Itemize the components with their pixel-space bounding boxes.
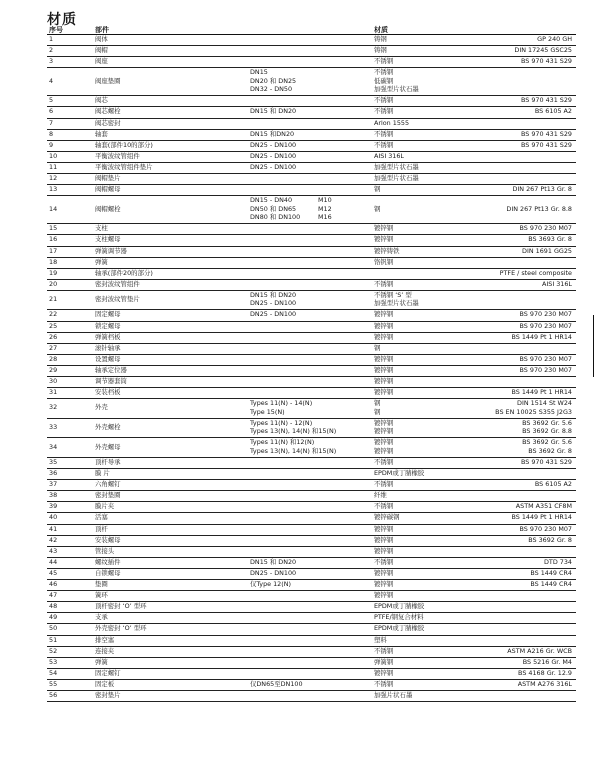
table-row [47, 680, 576, 691]
table-row [47, 399, 576, 419]
table-row [47, 691, 576, 702]
row-number: 40 [49, 513, 58, 522]
material: 镀锌钢 [374, 388, 394, 397]
material: 不锈钢 [374, 279, 394, 288]
table-row [47, 547, 576, 558]
part-name: 自锁螺母 [95, 568, 121, 577]
part-name: 密封波纹管组件 [95, 279, 140, 288]
material: 不锈钢 [374, 57, 394, 66]
row-number: 1 [49, 35, 54, 43]
material-standard: ASTM A276 316L [517, 679, 572, 688]
part-name: 设置螺母 [95, 354, 121, 363]
size-range: DN25 - DN100 [250, 151, 297, 160]
row-number: 22 [49, 310, 58, 319]
table-row [47, 322, 576, 333]
part-name: 弹簧调节器 [95, 246, 127, 255]
material: 镀锌钢 [374, 310, 394, 319]
material: 镀锌钢 [374, 354, 394, 363]
header-material: 材质 [374, 26, 388, 34]
material: 加强型片状石墨 [374, 174, 419, 183]
bolt-size: M10 [318, 196, 332, 205]
row-number: 50 [49, 624, 58, 633]
material: 不锈钢 [374, 458, 394, 466]
part-name: 密封波纹管垫片 [95, 295, 140, 304]
size-range: DN15 [250, 68, 268, 77]
material: 镀锌钢 [374, 668, 394, 677]
table-row [47, 502, 576, 513]
material: 铬钒钢 [374, 257, 394, 266]
row-number: 9 [49, 140, 54, 149]
part-name: 螺纹插件 [95, 557, 121, 566]
table-row [47, 333, 576, 344]
table-row [47, 68, 576, 96]
material-standard: BS 3693 Gr. 8 [528, 235, 572, 244]
material-standard: BS 970 431 S29 [520, 57, 572, 66]
material-standard: ASTM A216 Gr. WCB [507, 646, 572, 655]
row-number: 10 [49, 151, 58, 160]
table-row [47, 658, 576, 669]
material-standard: BS 970 230 M07 [519, 354, 572, 363]
size-range: 仅DN65至DN100 [250, 679, 303, 688]
material: 镀锌钢 [374, 321, 394, 330]
size-dn: DN80 和 DN100 [250, 213, 301, 222]
row-number: 6 [49, 107, 54, 116]
material: 不锈钢 [374, 557, 394, 566]
part-name: 平衡波纹管组件 [95, 151, 140, 160]
material: 镀锌钢 [374, 568, 394, 577]
row-number: 56 [49, 690, 58, 699]
size-range [250, 196, 332, 205]
part-name: 调节器套筒 [95, 377, 127, 386]
table-row [47, 96, 576, 107]
material: EPDM或丁腈橡胶 [374, 624, 425, 633]
margin-mark [593, 315, 594, 377]
material-standard: DIN 267 Pt13 Gr. 8.8 [506, 204, 572, 213]
material-standard: BS 970 431 S29 [520, 458, 572, 466]
material-standard: BS 3692 Gr. 8.8 [522, 427, 572, 436]
material: Arlon 1555 [374, 118, 410, 127]
row-number: 54 [49, 668, 58, 677]
row-number: 27 [49, 343, 58, 352]
material: 镀锌钢 [374, 535, 394, 544]
table-row [47, 602, 576, 613]
row-number: 26 [49, 332, 58, 341]
part-name: 顶杆 [95, 524, 108, 533]
table-row [47, 536, 576, 547]
part-name: 密封垫圈 [95, 491, 121, 500]
table-row [47, 57, 576, 68]
size-range: DN15 和 DN20 [250, 557, 297, 566]
part-name: 弹簧 [95, 257, 108, 266]
size-range [250, 205, 332, 214]
size-range: Types 11(N) - 12(N) [250, 418, 313, 427]
part-name: 阀帽垫片 [95, 174, 121, 183]
size-range: DN25 - DN100 [250, 310, 297, 319]
material: AISI 316L [374, 151, 404, 160]
table-row [47, 35, 576, 46]
size-range: DN20 和 DN25 [250, 76, 297, 85]
size-range: DN32 - DN50 [250, 85, 293, 94]
material: 镀锌碳钢 [374, 513, 400, 522]
row-number: 20 [49, 279, 58, 288]
material-standard: BS 6105 A2 [534, 480, 572, 489]
material: 塑料 [374, 635, 387, 644]
part-name: 轴套 [95, 129, 108, 138]
bolt-size: M16 [318, 213, 332, 222]
material: 镀锌钢 [374, 580, 394, 589]
row-number: 29 [49, 365, 58, 374]
material: 镀锌钢 [374, 438, 394, 447]
material: PTFE/钢复合材料 [374, 613, 424, 622]
part-name: 固定螺钉 [95, 668, 121, 677]
material-standard: ASTM A351 CF8M [515, 502, 572, 511]
page-title: 材质 [47, 12, 77, 28]
material: 钢 [374, 185, 381, 194]
row-number: 46 [49, 580, 58, 589]
material: 不锈钢 [374, 140, 394, 149]
row-number: 11 [49, 162, 58, 171]
material: 加强型片状石墨 [374, 162, 419, 171]
row-number: 42 [49, 535, 58, 544]
material: 镀锌钢 [374, 524, 394, 533]
table-row [47, 366, 576, 377]
material: 铸钢 [374, 35, 387, 43]
part-name: 弹簧 [95, 657, 108, 666]
part-name: 支柱 [95, 224, 108, 233]
material: 镀锌钢 [374, 418, 394, 427]
material-standard: BS 970 431 S29 [520, 96, 572, 105]
row-number: 17 [49, 246, 58, 255]
material-standard: BS 3692 Gr. 8 [528, 535, 572, 544]
size-dn: DN15 - DN40 [250, 196, 293, 205]
material: EPDM或丁腈橡胶 [374, 469, 425, 478]
row-number: 8 [49, 129, 54, 138]
table-row [47, 280, 576, 291]
part-name: 平衡波纹管组件垫片 [95, 162, 153, 171]
material: 镀锌钢 [374, 332, 394, 341]
material-standard: BS 970 230 M07 [519, 310, 572, 319]
row-number: 19 [49, 268, 58, 277]
part-name: 固定螺母 [95, 310, 121, 319]
material: 镀锌钢 [374, 224, 394, 233]
size-range: Types 13(N), 14(N) 和15(N) [250, 427, 337, 436]
part-name: 外壳 [95, 403, 108, 412]
row-number: 7 [49, 118, 54, 127]
material: 不锈钢 [374, 502, 394, 511]
material-standard: BS 3692 Gr. 5.6 [522, 418, 572, 427]
material-standard: DIN 267 Pt13 Gr. 8 [512, 185, 572, 194]
material-standard: DTD 734 [544, 557, 572, 566]
row-number: 44 [49, 557, 58, 566]
material: 钢 [374, 343, 381, 352]
material: 镀锌钢 [374, 546, 394, 555]
row-number: 51 [49, 635, 58, 644]
table-row [47, 513, 576, 524]
part-name: 六角螺钉 [95, 480, 121, 489]
part-name: 外壳螺母 [95, 442, 121, 451]
part-name: 阀座 [95, 57, 108, 66]
material-standard: BS 970 230 M07 [519, 524, 572, 533]
table-row [47, 469, 576, 480]
part-name: 阀体 [95, 35, 108, 43]
size-range: DN15 和DN20 [250, 129, 295, 138]
table-row [47, 647, 576, 658]
part-name: 膜 片 [95, 469, 110, 478]
material: 铸钢 [374, 46, 387, 55]
row-number: 49 [49, 613, 58, 622]
part-name: 阀芯密封 [95, 118, 121, 127]
material-standard: PTFE / steel composite [499, 268, 572, 277]
table-header [47, 25, 576, 34]
material: 不锈钢 [374, 129, 394, 138]
material-standard: BS 1449 Pt 1 HR14 [511, 388, 572, 397]
part-name: 活塞 [95, 513, 108, 522]
header-part: 部件 [95, 26, 109, 34]
size-range: DN15 和 DN20 [250, 290, 297, 299]
row-number: 15 [49, 224, 58, 233]
table-row [47, 669, 576, 680]
table-row [47, 185, 576, 196]
material: 加强片状石墨 [374, 690, 413, 699]
row-number: 35 [49, 458, 58, 466]
material-standard: BS 1449 CR4 [530, 580, 572, 589]
table-row [47, 491, 576, 502]
material: 低碳钢 [374, 76, 394, 85]
size-range: DN25 - DN100 [250, 299, 297, 308]
material: 不锈钢 [374, 646, 394, 655]
table-row [47, 235, 576, 246]
size-dn: DN50 和 DN65 [250, 204, 297, 213]
material-standard: DIN 1514 St W24 [517, 399, 572, 408]
materials-table [47, 35, 576, 702]
table-row [47, 419, 576, 439]
row-number: 3 [49, 57, 54, 66]
row-number: 45 [49, 568, 58, 577]
table-row [47, 224, 576, 235]
table-row [47, 480, 576, 491]
row-number: 34 [49, 442, 58, 451]
table-row [47, 580, 576, 591]
material: 不锈钢 [374, 68, 394, 77]
table-row [47, 458, 576, 469]
row-number: 39 [49, 502, 58, 511]
row-number: 28 [49, 354, 58, 363]
table-row [47, 310, 576, 321]
row-number: 48 [49, 602, 58, 611]
part-name: 阀芯 [95, 96, 108, 105]
part-name: 弹簧档板 [95, 332, 121, 341]
part-name: 阀芯螺栓 [95, 107, 121, 116]
bolt-size: M12 [318, 204, 332, 213]
row-number: 14 [49, 204, 58, 213]
row-number: 32 [49, 403, 58, 412]
material-standard: BS 970 230 M07 [519, 321, 572, 330]
table-row [47, 130, 576, 141]
part-name: 锁定螺母 [95, 321, 121, 330]
material: 加强型片状石墨 [374, 85, 419, 94]
row-number: 38 [49, 491, 58, 500]
material-standard: BS 1449 CR4 [530, 568, 572, 577]
table-row [47, 258, 576, 269]
material-standard: BS 970 431 S29 [520, 129, 572, 138]
table-row [47, 163, 576, 174]
material: 不锈钢 [374, 480, 394, 489]
size-range: Type 15(N) [250, 407, 285, 416]
row-number: 25 [49, 321, 58, 330]
part-name: 安装螺母 [95, 535, 121, 544]
table-row [47, 119, 576, 130]
part-name: 顶杆导承 [95, 458, 121, 466]
material-standard: BS 970 431 S29 [520, 140, 572, 149]
table-row [47, 107, 576, 118]
material-standard: BS 1449 Pt 1 HR14 [511, 513, 572, 522]
table-row [47, 591, 576, 602]
table-row [47, 291, 576, 311]
row-number: 43 [49, 546, 58, 555]
part-name: 管接头 [95, 546, 115, 555]
part-name: 阀帽 [95, 46, 108, 55]
material-standard: AISI 316L [542, 279, 572, 288]
size-range: Types 11(N) - 14(N) [250, 399, 313, 408]
part-name: 阀帽螺栓 [95, 204, 121, 213]
material-standard: BS 3692 Gr. 8 [528, 446, 572, 455]
material: 加强型片状石墨 [374, 299, 419, 308]
material-standard: BS 5216 Gr. M4 [522, 657, 572, 666]
part-name: 外壳螺栓 [95, 423, 121, 432]
row-number: 47 [49, 591, 58, 600]
material-standard: DIN 17245 GSC25 [514, 46, 572, 55]
material: 镀锌钢 [374, 446, 394, 455]
part-name: 滚针轴承 [95, 343, 121, 352]
material: 不锈钢 [374, 107, 394, 116]
size-range: Types 11(N) 和12(N) [250, 438, 315, 447]
part-name: 顶杆密封 ‘O’ 型环 [95, 602, 147, 611]
material: 镀锌钢 [374, 591, 394, 600]
size-range: DN15 和 DN20 [250, 107, 297, 116]
size-range: 仅Type 12(N) [250, 580, 291, 589]
part-name: 连接夹 [95, 646, 115, 655]
table-row [47, 46, 576, 57]
part-name: 轴承(部件20的部分) [95, 268, 153, 277]
row-number: 16 [49, 235, 58, 244]
part-name: 支承 [95, 613, 108, 622]
size-range: DN25 - DN100 [250, 140, 297, 149]
row-number: 21 [49, 295, 58, 304]
part-name: 阀座垫圈 [95, 76, 121, 85]
table-row [47, 525, 576, 536]
row-number: 12 [49, 174, 58, 183]
table-row [47, 377, 576, 388]
material: 弹簧钢 [374, 657, 394, 666]
table-row [47, 141, 576, 152]
row-number: 41 [49, 524, 58, 533]
table-row [47, 247, 576, 258]
row-number: 30 [49, 377, 58, 386]
size-range: DN25 - DN100 [250, 568, 297, 577]
table-row [47, 558, 576, 569]
table-row [47, 636, 576, 647]
part-name: 支柱螺母 [95, 235, 121, 244]
table-row [47, 196, 576, 224]
table-row [47, 613, 576, 624]
part-name: 外壳密封 ‘O’ 型环 [95, 624, 147, 633]
table-row [47, 388, 576, 399]
material: 钢 [374, 204, 381, 213]
material-standard: GP 240 GH [537, 35, 572, 43]
material: 镀锌铸铁 [374, 246, 400, 255]
material-standard: BS EN 10025 S355 J2G3 [495, 407, 572, 416]
part-name: 膜片夹 [95, 502, 115, 511]
header-no: 序号 [49, 26, 63, 34]
table-row [47, 152, 576, 163]
material: 纤维 [374, 491, 387, 500]
row-number: 52 [49, 646, 58, 655]
material-standard: BS 970 230 M07 [519, 365, 572, 374]
row-number: 36 [49, 469, 58, 478]
table-row [47, 355, 576, 366]
table-row [47, 569, 576, 580]
part-name: 密封垫片 [95, 690, 121, 699]
material-standard: BS 970 230 M07 [519, 224, 572, 233]
part-name: 阀帽螺母 [95, 185, 121, 194]
row-number: 37 [49, 480, 58, 489]
material: 钢 [374, 399, 381, 408]
material-standard: BS 4168 Gr. 12.9 [518, 668, 572, 677]
row-number: 18 [49, 257, 58, 266]
table-row [47, 344, 576, 355]
row-number: 2 [49, 46, 54, 55]
table-row [47, 624, 576, 635]
table-row [47, 174, 576, 185]
table-row [47, 269, 576, 280]
row-number: 33 [49, 423, 58, 432]
size-range [250, 213, 332, 222]
row-number: 53 [49, 657, 58, 666]
material-standard: BS 6105 A2 [534, 107, 572, 116]
material: 不锈钢 [374, 679, 394, 688]
material-standard: DIN 1691 GG25 [522, 246, 572, 255]
part-name: 垫圈 [95, 580, 108, 589]
material: 镀锌钢 [374, 365, 394, 374]
part-name: 轴套(部件10的部分) [95, 140, 153, 149]
material: 钢 [374, 407, 381, 416]
part-name: 安装档板 [95, 388, 121, 397]
material: EPDM或丁腈橡胶 [374, 602, 425, 611]
part-name: 轴承定位器 [95, 365, 127, 374]
size-range: DN25 - DN100 [250, 162, 297, 171]
material-standard: BS 1449 Pt 1 HR14 [511, 332, 572, 341]
part-name: 固定板 [95, 679, 115, 688]
material: 不锈钢 ‘S’ 型 [374, 290, 412, 299]
row-number: 5 [49, 96, 54, 105]
material: 不锈钢 [374, 96, 394, 105]
row-number: 55 [49, 679, 58, 688]
row-number: 13 [49, 185, 58, 194]
part-name: 簧环 [95, 591, 108, 600]
material: 镀锌钢 [374, 377, 394, 386]
material: 镀锌钢 [374, 235, 394, 244]
row-number: 31 [49, 388, 58, 397]
material: 镀锌钢 [374, 427, 394, 436]
size-range: Types 13(N), 14(N) 和15(N) [250, 446, 337, 455]
part-name: 排空塞 [95, 635, 115, 644]
table-row [47, 438, 576, 458]
row-number: 4 [49, 76, 54, 85]
material-standard: BS 3692 Gr. 5.6 [522, 438, 572, 447]
